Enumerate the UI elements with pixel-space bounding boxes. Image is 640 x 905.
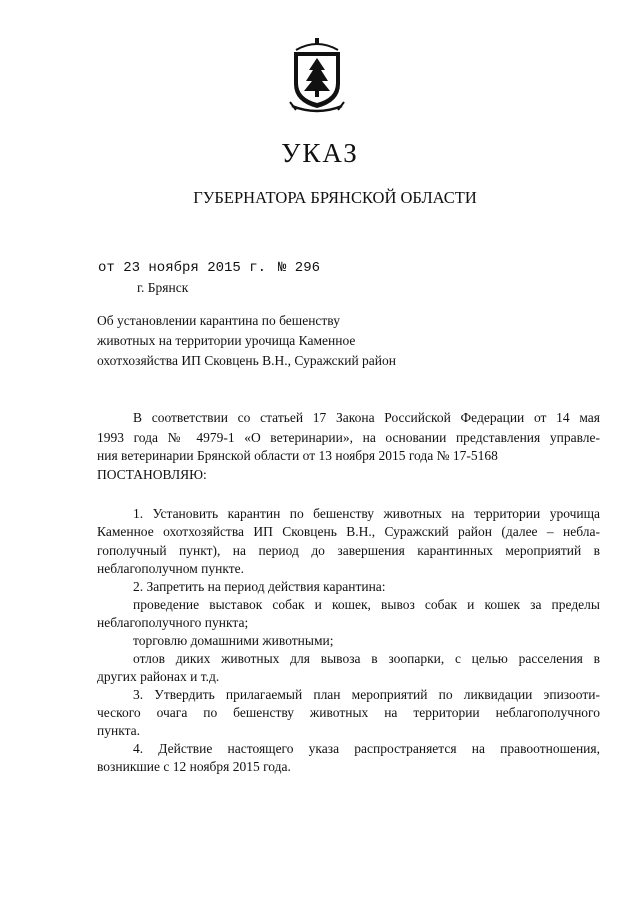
body-line: 1. Установить карантин по бешенству животных на территории урочища <box>133 506 600 521</box>
body-line: неблагополучного пункта; <box>97 615 249 630</box>
body-line: Каменное охотхозяйства ИП Сковцень В.Н., Суражский район (далее – небла- <box>97 524 600 539</box>
body-line: проведение выставок собак и кошек, вывоз собак и кошек за пределы <box>133 597 600 612</box>
body-line: 1993 года № 4979-1 «О ветеринарии», на основании представления управле- <box>97 430 600 445</box>
body-line: 2. Запретить на период действия карантина: <box>133 579 386 594</box>
document-number: № 296 <box>278 260 321 276</box>
body-line: отлов диких животных для вывоза в зоопарки, с целью расселения в <box>133 651 600 666</box>
document-issuer: ГУБЕРНАТОРА БРЯНСКОЙ ОБЛАСТИ <box>193 188 477 207</box>
body-line: торговлю домашними животными; <box>133 633 334 648</box>
body-line: неблагополучном пункте. <box>97 561 244 576</box>
body-line: 4. Действие настоящего указа распространяется на правоотношения, <box>133 741 600 756</box>
document-city: г. Брянск <box>137 280 189 295</box>
body-line: 3. Утвердить прилагаемый план мероприятий по ликвидации эпизооти- <box>133 687 600 702</box>
coat-of-arms-emblem <box>288 36 346 116</box>
body-line: В соответствии со статьей 17 Закона Российской Федерации от 14 мая <box>133 410 600 425</box>
document-date: от 23 ноября 2015 г. <box>98 260 267 276</box>
body-line: ческого очага по бешенству животных на территории неблагополучного <box>97 705 600 720</box>
body-line: возникшие с 12 ноября 2015 года. <box>97 759 291 774</box>
document-title: УКАЗ <box>281 138 359 168</box>
document-subject: Об установлении карантина по бешенству животных на территории урочища Каменное охотхозяйства ИП Сковцень В.Н., Суражский район <box>97 313 396 368</box>
body-line: ПОСТАНОВЛЯЮ: <box>97 467 207 482</box>
body-line: ния ветеринарии Брянской области от 13 ноября 2015 года № 17-5168 <box>97 448 498 463</box>
body-line: пункта. <box>97 723 141 738</box>
body-line: других районах и т.д. <box>97 669 220 684</box>
body-line: гополучный пункт), на период до завершения карантинных мероприятий в <box>97 543 600 558</box>
